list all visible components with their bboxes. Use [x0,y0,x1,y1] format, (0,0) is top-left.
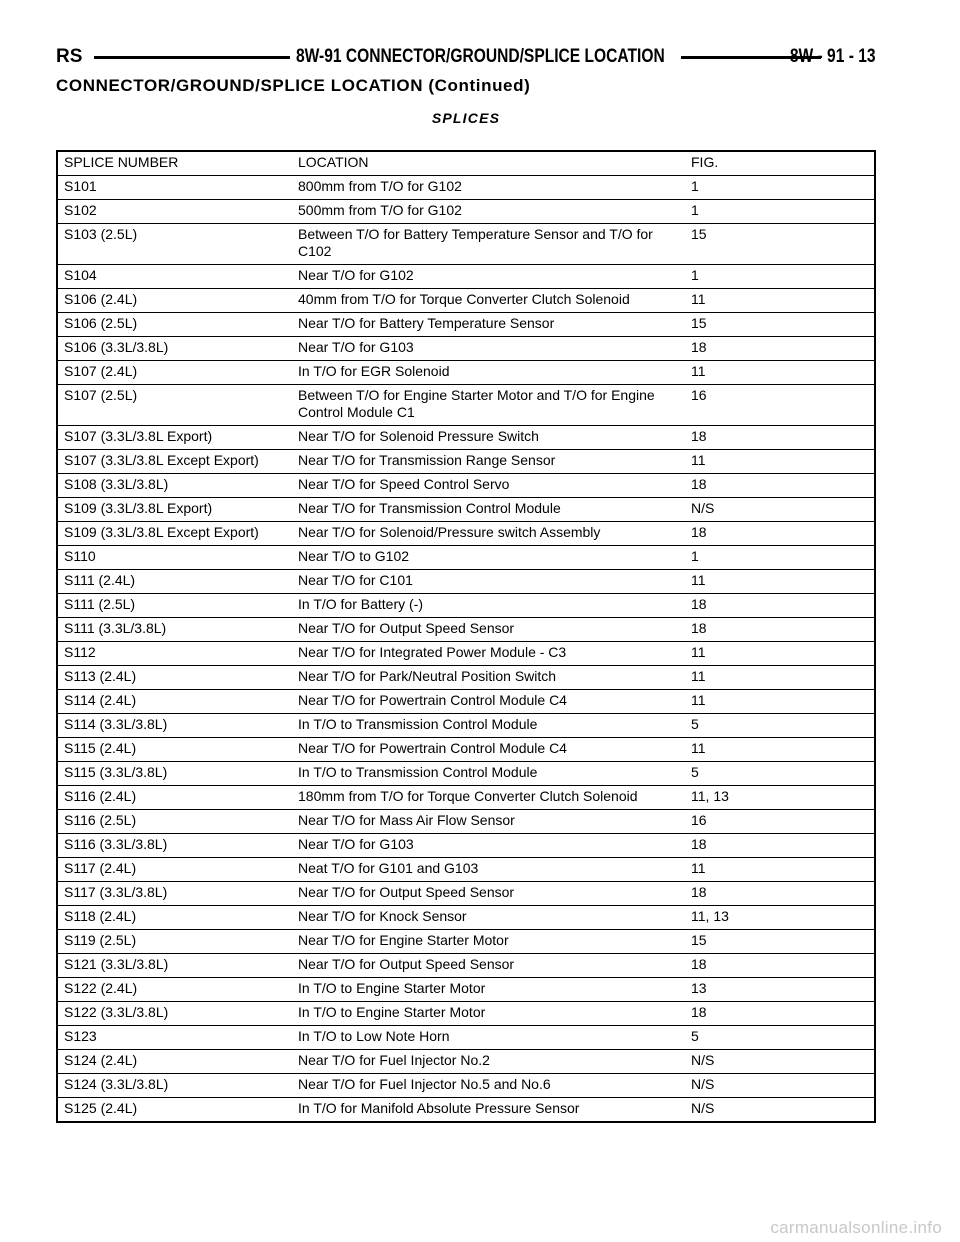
cell-fig: 1 [685,265,875,289]
cell-splice-number: S101 [57,176,292,200]
cell-location: Near T/O to G102 [292,546,685,570]
table-row [57,570,875,594]
cell-fig: 1 [685,176,875,200]
cell-fig: 16 [685,810,875,834]
cell-location: Near T/O for G103 [292,834,685,858]
table-row [57,858,875,882]
cell-location: In T/O for Manifold Absolute Pressure Sensor [292,1098,685,1123]
table-row [57,426,875,450]
cell-splice-number: S111 (3.3L/3.8L) [57,618,292,642]
cell-location: Between T/O for Engine Starter Motor and T/O for Engine Control Module C1 [292,385,685,426]
table-row [57,265,875,289]
cell-location: 180mm from T/O for Torque Converter Clutch Solenoid [292,786,685,810]
cell-splice-number: S106 (2.5L) [57,313,292,337]
cell-splice-number: S103 (2.5L) [57,224,292,265]
cell-splice-number: S113 (2.4L) [57,666,292,690]
cell-splice-number: S107 (3.3L/3.8L Except Export) [57,450,292,474]
cell-fig: 11 [685,642,875,666]
cell-location: Between T/O for Battery Temperature Sensor and T/O for C102 [292,224,685,265]
cell-fig: 18 [685,1002,875,1026]
cell-location: 40mm from T/O for Torque Converter Clutch Solenoid [292,289,685,313]
section-title: CONNECTOR/GROUND/SPLICE LOCATION (Continued) [56,76,531,95]
cell-fig: 18 [685,474,875,498]
cell-splice-number: S122 (2.4L) [57,978,292,1002]
cell-splice-number: S122 (3.3L/3.8L) [57,1002,292,1026]
cell-splice-number: S108 (3.3L/3.8L) [57,474,292,498]
cell-fig: 18 [685,882,875,906]
cell-fig: 11 [685,666,875,690]
header-rule-left [94,56,290,59]
table-row [57,337,875,361]
cell-splice-number: S104 [57,265,292,289]
table-header-row [57,151,875,176]
cell-splice-number: S111 (2.5L) [57,594,292,618]
cell-location: Near T/O for G102 [292,265,685,289]
cell-location: In T/O to Low Note Horn [292,1026,685,1050]
table-row [57,906,875,930]
cell-location: Near T/O for Speed Control Servo [292,474,685,498]
table-row [57,978,875,1002]
table-row [57,313,875,337]
cell-splice-number: S124 (2.4L) [57,1050,292,1074]
cell-fig: 5 [685,1026,875,1050]
cell-fig: 11 [685,361,875,385]
cell-location: Near T/O for Solenoid Pressure Switch [292,426,685,450]
cell-splice-number: S118 (2.4L) [57,906,292,930]
cell-location: Near T/O for Output Speed Sensor [292,954,685,978]
table-row [57,176,875,200]
cell-fig: 1 [685,546,875,570]
cell-fig: 11 [685,858,875,882]
cell-splice-number: S115 (2.4L) [57,738,292,762]
cell-location: Near T/O for Fuel Injector No.2 [292,1050,685,1074]
cell-location: Near T/O for Transmission Control Module [292,498,685,522]
cell-location: Near T/O for Transmission Range Sensor [292,450,685,474]
table-row [57,361,875,385]
table-row [57,954,875,978]
cell-splice-number: S111 (2.4L) [57,570,292,594]
cell-splice-number: S109 (3.3L/3.8L Export) [57,498,292,522]
table-row [57,666,875,690]
column-header-location: LOCATION [292,151,685,176]
cell-fig: 11 [685,450,875,474]
cell-location: Near T/O for Park/Neutral Position Switch [292,666,685,690]
cell-location: In T/O to Engine Starter Motor [292,978,685,1002]
table-row [57,834,875,858]
cell-fig: 18 [685,522,875,546]
header-title: 8W-91 CONNECTOR/GROUND/SPLICE LOCATION [296,46,665,67]
header-page-number: 8W - 91 - 13 [790,46,876,67]
cell-location: In T/O to Engine Starter Motor [292,1002,685,1026]
table-row [57,522,875,546]
table-row [57,289,875,313]
column-header-splice-number: SPLICE NUMBER [57,151,292,176]
cell-location: In T/O to Transmission Control Module [292,762,685,786]
table-row [57,200,875,224]
table-title: SPLICES [431,110,501,126]
cell-splice-number: S116 (2.4L) [57,786,292,810]
cell-fig: 11, 13 [685,906,875,930]
cell-fig: 11 [685,570,875,594]
cell-splice-number: S117 (3.3L/3.8L) [57,882,292,906]
cell-splice-number: S117 (2.4L) [57,858,292,882]
cell-fig: 18 [685,594,875,618]
cell-location: Near T/O for Output Speed Sensor [292,618,685,642]
cell-splice-number: S115 (3.3L/3.8L) [57,762,292,786]
table-row [57,474,875,498]
table-row [57,1002,875,1026]
cell-fig: 5 [685,762,875,786]
table-row [57,385,875,426]
cell-location: Near T/O for Powertrain Control Module C4 [292,690,685,714]
table-row [57,1098,875,1123]
watermark: carmanualsonline.info [770,1218,942,1237]
cell-fig: 11, 13 [685,786,875,810]
cell-location: Near T/O for Output Speed Sensor [292,882,685,906]
table-row [57,738,875,762]
cell-splice-number: S116 (3.3L/3.8L) [57,834,292,858]
cell-location: 800mm from T/O for G102 [292,176,685,200]
cell-splice-number: S112 [57,642,292,666]
cell-fig: 5 [685,714,875,738]
table-row [57,882,875,906]
cell-fig: 11 [685,690,875,714]
cell-location: In T/O to Transmission Control Module [292,714,685,738]
table-row [57,618,875,642]
table-row [57,546,875,570]
cell-location: Near T/O for Engine Starter Motor [292,930,685,954]
cell-splice-number: S114 (2.4L) [57,690,292,714]
column-header-fig: FIG. [685,151,875,176]
cell-splice-number: S102 [57,200,292,224]
table-row [57,498,875,522]
cell-fig: 18 [685,618,875,642]
cell-location: Near T/O for Integrated Power Module - C3 [292,642,685,666]
cell-fig: 11 [685,738,875,762]
cell-fig: N/S [685,1050,875,1074]
cell-splice-number: S107 (2.4L) [57,361,292,385]
cell-location: Near T/O for Knock Sensor [292,906,685,930]
cell-fig: 18 [685,954,875,978]
table-row [57,224,875,265]
cell-fig: 16 [685,385,875,426]
cell-location: Near T/O for C101 [292,570,685,594]
cell-fig: N/S [685,498,875,522]
cell-fig: 15 [685,313,875,337]
table-row [57,594,875,618]
cell-splice-number: S106 (3.3L/3.8L) [57,337,292,361]
cell-splice-number: S107 (2.5L) [57,385,292,426]
table-row [57,1050,875,1074]
cell-location: Near T/O for Battery Temperature Sensor [292,313,685,337]
cell-fig: N/S [685,1074,875,1098]
cell-fig: 11 [685,289,875,313]
cell-fig: 1 [685,200,875,224]
cell-location: In T/O for EGR Solenoid [292,361,685,385]
table-row [57,642,875,666]
table-row [57,1026,875,1050]
cell-location: Near T/O for Fuel Injector No.5 and No.6 [292,1074,685,1098]
cell-splice-number: S121 (3.3L/3.8L) [57,954,292,978]
cell-location: 500mm from T/O for G102 [292,200,685,224]
cell-splice-number: S109 (3.3L/3.8L Except Export) [57,522,292,546]
table-row [57,1074,875,1098]
cell-location: Near T/O for Solenoid/Pressure switch Assembly [292,522,685,546]
cell-splice-number: S107 (3.3L/3.8L Export) [57,426,292,450]
cell-fig: 18 [685,834,875,858]
table-row [57,762,875,786]
cell-splice-number: S114 (3.3L/3.8L) [57,714,292,738]
cell-location: In T/O for Battery (-) [292,594,685,618]
cell-splice-number: S119 (2.5L) [57,930,292,954]
splices-table [56,150,876,1123]
cell-splice-number: S125 (2.4L) [57,1098,292,1123]
cell-location: Near T/O for G103 [292,337,685,361]
table-row [57,714,875,738]
cell-location: Neat T/O for G101 and G103 [292,858,685,882]
cell-fig: 13 [685,978,875,1002]
cell-fig: 15 [685,224,875,265]
cell-fig: 18 [685,426,875,450]
table-row [57,810,875,834]
cell-fig: N/S [685,1098,875,1123]
table-row [57,450,875,474]
cell-location: Near T/O for Mass Air Flow Sensor [292,810,685,834]
cell-splice-number: S106 (2.4L) [57,289,292,313]
cell-splice-number: S123 [57,1026,292,1050]
cell-splice-number: S124 (3.3L/3.8L) [57,1074,292,1098]
cell-fig: 18 [685,337,875,361]
table-row [57,930,875,954]
table-row [57,786,875,810]
page-header [56,44,876,70]
header-section-code: RS [56,46,83,67]
table-row [57,690,875,714]
cell-location: Near T/O for Powertrain Control Module C4 [292,738,685,762]
cell-splice-number: S110 [57,546,292,570]
cell-fig: 15 [685,930,875,954]
cell-splice-number: S116 (2.5L) [57,810,292,834]
table-body [57,176,875,1123]
